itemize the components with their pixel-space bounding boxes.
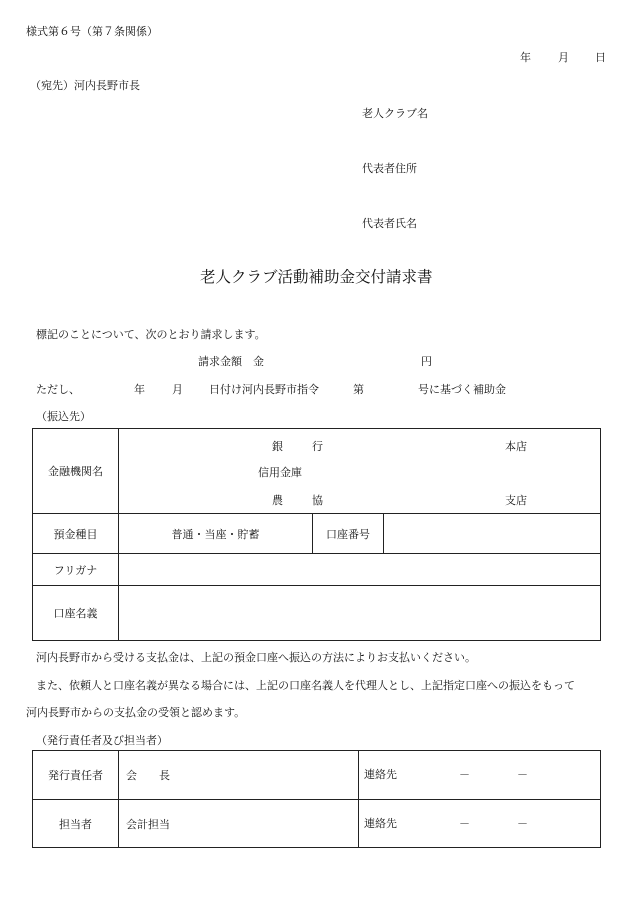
issuer-contact-dash-2: － [517,768,528,781]
form-number: 様式第６号（第７条関係） [26,25,158,38]
issuer-contact-field[interactable] [359,751,601,800]
nokyo-char-left: 農 [272,494,283,507]
furigana-label: フリガナ [53,563,98,577]
proviso-suffix: 号に基づく補助金 [418,383,506,396]
issuer-contact-label: 連絡先 [364,768,397,781]
deposit-type-label: 預金種目 [53,527,98,541]
staff-contact-dash-1: － [459,817,470,830]
staff-field[interactable] [119,800,359,848]
bank-section-label: （振込先） [36,410,91,423]
note-proxy-line2: 河内長野市からの支払金の受領と認めます。 [26,706,246,719]
proviso-dai: 第 [353,383,364,396]
institution-label-cell [33,429,119,514]
account-number-label: 口座番号 [326,527,370,541]
staff-contact-field[interactable] [359,800,601,848]
staff-label-cell [33,800,119,848]
staff-value: 会計担当 [126,817,170,831]
shinkin-label: 信用金庫 [258,466,302,479]
staff-label: 担当者 [59,817,92,831]
bank-char-right: 行 [312,440,323,453]
intro-text: 標記のことについて、次のとおり請求します。 [36,328,266,341]
representative-name-label: 代表者氏名 [362,217,417,230]
account-holder-field[interactable] [119,586,601,641]
furigana-label-cell [33,554,119,586]
institution-name-field[interactable] [119,429,601,514]
representative-address-label: 代表者住所 [362,162,417,175]
staff-contact-label: 連絡先 [364,817,397,830]
date-year-label: 年 [520,51,531,64]
furigana-field[interactable] [119,554,601,586]
proviso-dated-order: 日付け河内長野市指令 [209,383,319,396]
date-month-label: 月 [558,51,569,64]
document-title: 老人クラブ活動補助金交付請求書 [200,268,433,286]
head-office-label: 本店 [505,440,527,453]
deposit-type-options[interactable] [119,514,313,554]
account-holder-label-cell [33,586,119,641]
deposit-type-options-text: 普通・当座・貯蓄 [171,527,260,541]
responsible-section-label: （発行責任者及び担当者） [36,734,168,747]
issuer-label-cell [33,751,119,800]
institution-label: 金融機関名 [48,465,103,478]
addressee: （宛先）河内長野市長 [30,79,140,92]
issuer-value: 会 長 [126,769,170,782]
bank-transfer-table [32,428,601,641]
proviso-month: 月 [172,383,183,396]
deposit-type-label-cell [33,514,119,554]
responsible-table [32,750,601,848]
branch-label: 支店 [505,494,527,507]
date-day-label: 日 [595,51,606,64]
club-name-label: 老人クラブ名 [362,107,428,120]
issuer-label: 発行責任者 [48,769,103,782]
bank-char-left: 銀 [272,440,283,453]
nokyo-char-right: 協 [312,494,323,507]
issuer-field[interactable] [119,751,359,800]
amount-unit: 円 [421,355,432,368]
amount-label: 請求金額 金 [198,355,264,368]
account-holder-label: 口座名義 [53,607,98,620]
note-payment-method: 河内長野市から受ける支払金は、上記の預金口座へ振込の方法によりお支払いください。 [36,651,476,664]
note-proxy-line1: また、依頼人と口座名義が異なる場合には、上記の口座名義人を代理人とし、上記指定口座への振込をもって [36,679,575,692]
proviso-prefix: ただし、 [36,383,80,396]
account-number-field[interactable] [384,514,601,554]
account-number-label-cell [313,514,384,554]
proviso-year: 年 [134,383,145,396]
staff-contact-dash-2: － [517,817,528,830]
issuer-contact-dash-1: － [459,768,470,781]
